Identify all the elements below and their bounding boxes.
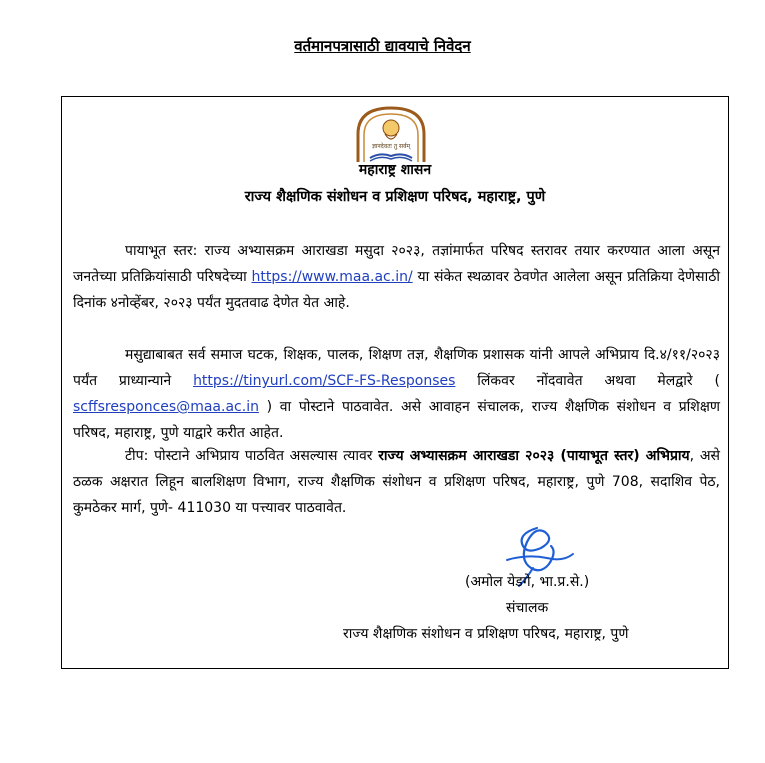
paragraph-3-bold: राज्य अभ्यासक्रम आराखडा २०२३ (पायाभूत स्तर) अभिप्राय	[378, 448, 690, 464]
paragraph-1-text-a: पायाभूत स्तर: राज्य अभ्यासक्रम आराखडा मसुदा २०२३, तज्ञांमार्फत परिषद स्तरावर तयार करण्यात आला असून जनतेच्या प्रतिक्रियांसाठी परिषदेच्या	[73, 243, 720, 285]
paragraph-1	[73, 238, 720, 316]
paragraph-3-text-a: टीप: पोस्टाने अभिप्राय पाठवित असल्यास त्यावर	[125, 448, 379, 464]
signatory-title: संचालक	[506, 600, 549, 616]
document-heading: वर्तमानपत्रासाठी द्यावयाचे निवेदन	[294, 37, 471, 55]
org-line-1: महाराष्ट्र शासन	[358, 162, 432, 178]
responses-form-link[interactable]: https://tinyurl.com/SCF-FS-Responses	[193, 373, 456, 389]
response-email-link[interactable]: scffsresponces@maa.ac.in	[73, 399, 259, 415]
emblem-motto: ज्ञानदेवतः तु सर्वम्	[371, 143, 411, 150]
paragraph-2-text-b: लिंकवर नोंदवावेत अथवा मेलद्वारे (	[455, 373, 720, 389]
signatory-organization: राज्य शैक्षणिक संशोधन व प्रशिक्षण परिषद, महाराष्ट्र, पुणे	[343, 626, 629, 642]
paragraph-1-text-b: या संकेत स्थळावर ठेवणेत आलेला असून प्रतिक्रिया देणेसाठी दिनांक ४नोव्हेंबर, २०२३ पर्यंत मुदतवाढ देणेत येत आहे.	[73, 269, 720, 311]
org-line-2: राज्य शैक्षणिक संशोधन व प्रशिक्षण परिषद, महाराष्ट्र, पुणे	[244, 189, 546, 205]
maa-website-link[interactable]: https://www.maa.ac.in/	[251, 269, 413, 285]
paragraph-3-text-b: , असे ठळक अक्षरात लिहून बालशिक्षण विभाग, राज्य शैक्षणिक संशोधन व प्रशिक्षण परिषद, महाराष्ट्र, पुणे 708, सदाशिव पेठ, कुमठेकर मार्ग, पुणे- 411030 या पत्त्यावर पाठवावेत.	[73, 448, 720, 516]
paragraph-3	[73, 443, 720, 521]
paragraph-2-text-a: मसुद्याबाबत सर्व समाज घटक, शिक्षक, पालक, शिक्षण तज्ञ, शैक्षणिक प्रशासक यांनी आपले अभिप्राय दि.४/११/२०२३ पर्यंत प्राध्यान्याने	[73, 347, 720, 389]
scert-emblem-icon	[352, 104, 430, 164]
paragraph-2	[73, 342, 720, 446]
signatory-name: (अमोल येडगे, भा.प्र.से.)	[465, 574, 590, 590]
paragraph-2-text-c: ) वा पोस्टाने पाठवावेत. असे आवाहन संचालक, राज्य शैक्षणिक संशोधन व प्रशिक्षण परिषद, महाराष्ट्र, पुणे याद्वारे करीत आहेत.	[73, 399, 720, 441]
